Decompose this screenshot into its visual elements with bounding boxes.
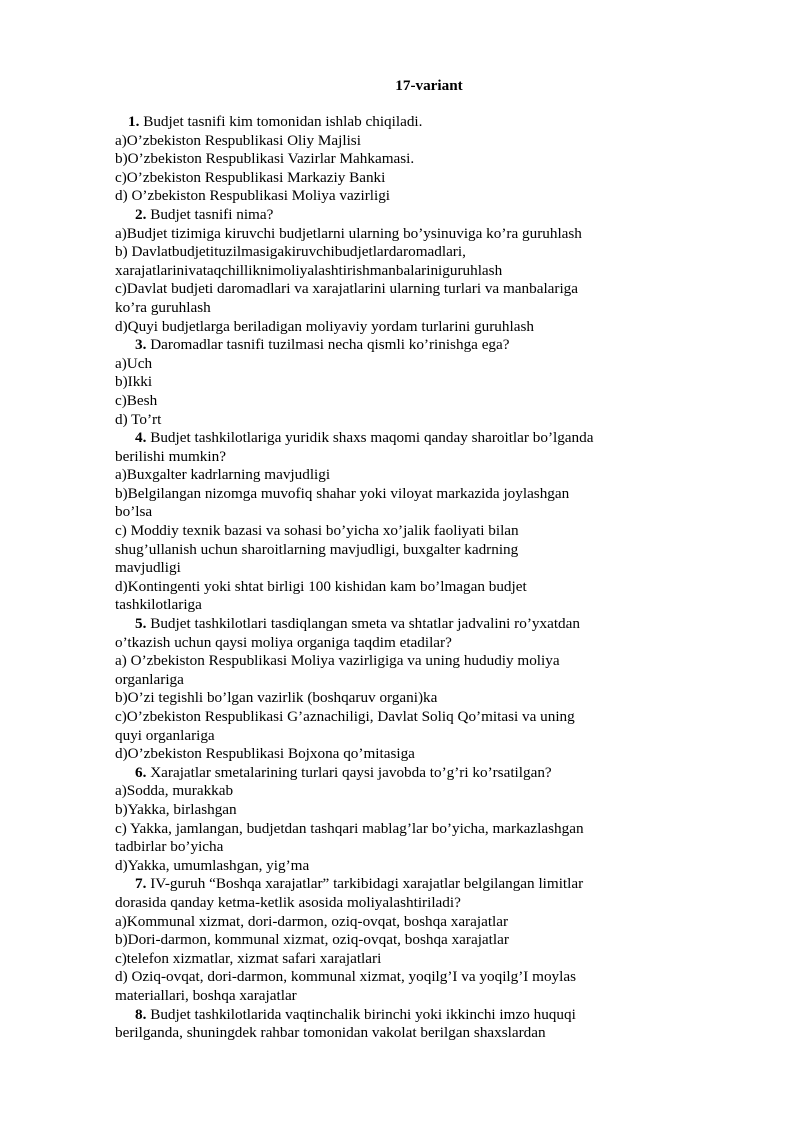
question-line: [115, 875, 675, 894]
text-line: berilishi mumkin?: [115, 447, 226, 465]
question-number: 5.: [135, 615, 147, 633]
question-number: 8.: [135, 1005, 147, 1023]
text-line: o’tkazish uchun qaysi moliya organiga taqdim etadilar?: [115, 633, 452, 651]
text-line: organlariga: [115, 670, 184, 688]
question-line: [115, 429, 675, 448]
question-line: [115, 336, 675, 355]
question-text: Budjet tasnifi kim tomonidan ishlab chiqiladi.: [139, 113, 423, 130]
text-line: d) O’zbekiston Respublikasi Moliya vazirligi: [115, 187, 391, 205]
text-line: b)O’zi tegishli bo’lgan vazirlik (boshqaruv organi)ka: [115, 689, 438, 707]
question-text: Budjet tashkilotlariga yuridik shaxs maqomi qanday sharoitlar bo’lganda: [146, 429, 594, 447]
text-line: c)O’zbekiston Respublikasi Markaziy Banki: [115, 168, 386, 186]
text-line: berilganda, shuningdek rahbar tomonidan vakolat berilgan shaxslardan: [115, 1024, 546, 1042]
text-line: xarajatlarinivataqchilliknimoliyalashtirishmanbalariniguruhlash: [115, 261, 503, 279]
text-line: bo’lsa: [115, 503, 153, 521]
text-line: a)Buxgalter kadrlarning mavjudligi: [115, 466, 331, 484]
question-number: 2.: [135, 205, 147, 223]
question-number: 3.: [135, 336, 147, 354]
text-line: a)Sodda, murakkab: [115, 782, 234, 800]
question-text: Budjet tashkilotlarida vaqtinchalik birinchi yoki ikkinchi imzo huquqi: [146, 1005, 576, 1023]
text-line: quyi organlariga: [115, 726, 215, 744]
text-line: b)Belgilangan nizomga muvofiq shahar yoki viloyat markazida joylashgan: [115, 484, 570, 502]
page-title: 17-variant: [395, 77, 463, 94]
question-line: [115, 113, 675, 132]
question-text: IV-guruh “Boshqa xarajatlar” tarkibidagi xarajatlar belgilangan limitlar: [146, 875, 584, 893]
text-line: d) To’rt: [115, 410, 162, 428]
question-number: 1.: [128, 113, 140, 130]
text-line: a)O’zbekiston Respublikasi Oliy Majlisi: [115, 131, 361, 149]
text-line: c)O’zbekiston Respublikasi G’aznachiligi, Davlat Soliq Qo’mitasi va uning: [115, 708, 575, 725]
text-line: b) Davlatbudjetituzilmasigakiruvchibudjetlardaromadlari,: [115, 243, 466, 261]
question-number: 7.: [135, 875, 147, 893]
text-line: a)Uch: [115, 354, 153, 372]
text-line: d)O’zbekiston Respublikasi Bojxona qo’mitasiga: [115, 745, 415, 763]
question-line: [115, 764, 675, 783]
text-line: c) Yakka, jamlangan, budjetdan tashqari mablag’lar bo’yicha, markazlashgan: [115, 819, 584, 837]
text-line: a)Kommunal xizmat, dori-darmon, oziq-ovqat, boshqa xarajatlar: [115, 912, 509, 930]
text-line: a)Budjet tizimiga kiruvchi budjetlarni ularning bo’ysinuviga ko’ra guruhlash: [115, 224, 582, 242]
text-line: c)telefon xizmatlar, xizmat safari xarajatlari: [115, 949, 382, 967]
text-line: c) Moddiy texnik bazasi va sohasi bo’yicha xo’jalik faoliyati bilan: [115, 522, 519, 540]
text-line: b)O’zbekiston Respublikasi Vazirlar Mahkamasi.: [115, 150, 415, 168]
question-line: [115, 615, 675, 634]
document-body: [115, 113, 675, 1043]
text-line: d)Yakka, umumlashgan, yig’ma: [115, 856, 310, 874]
question-text: Daromadlar tasnifi tuzilmasi necha qismli ko’rinishga ega?: [146, 336, 510, 354]
text-line: d)Quyi budjetlarga beriladigan moliyaviy yordam turlarini guruhlash: [115, 317, 534, 335]
text-line: d)Kontingenti yoki shtat birligi 100 kishidan kam bo’lmagan budjet: [115, 577, 527, 595]
text-line: b)Ikki: [115, 373, 153, 391]
text-line: ko’ra guruhlash: [115, 298, 211, 316]
text-line: a) O’zbekiston Respublikasi Moliya vazirligiga va uning hududiy moliya: [115, 652, 560, 670]
text-line: mavjudligi: [115, 559, 181, 577]
text-line: d) Oziq-ovqat, dori-darmon, kommunal xizmat, yoqilg’I va yoqilg’I moylas: [115, 968, 577, 986]
question-number: 6.: [135, 763, 147, 781]
text-line: materiallari, boshqa xarajatlar: [115, 986, 297, 1004]
question-text: Budjet tashkilotlari tasdiqlangan smeta va shtatlar jadvalini ro’yxatdan: [146, 615, 580, 633]
text-line: c)Davlat budjeti daromadlari va xarajatlarini ularning turlari va manbalariga: [115, 280, 579, 298]
question-number: 4.: [135, 429, 147, 447]
question-text: Xarajatlar smetalarining turlari qaysi javobda to’g’ri ko’rsatilgan?: [146, 763, 552, 781]
text-line: tashkilotlariga: [115, 596, 202, 614]
text-line: b)Yakka, birlashgan: [115, 800, 237, 818]
text-line: c)Besh: [115, 391, 158, 409]
question-line: [115, 1006, 675, 1025]
question-line: [115, 206, 675, 225]
question-text: Budjet tasnifi nima?: [146, 205, 274, 223]
text-line: tadbirlar bo’yicha: [115, 838, 224, 856]
text-line: b)Dori-darmon, kommunal xizmat, oziq-ovqat, boshqa xarajatlar: [115, 931, 509, 949]
text-line: dorasida qanday ketma-ketlik asosida moliyalashtiriladi?: [115, 893, 461, 911]
text-line: shug’ullanish uchun sharoitlarning mavjudligi, buxgalter kadrning: [115, 540, 519, 558]
